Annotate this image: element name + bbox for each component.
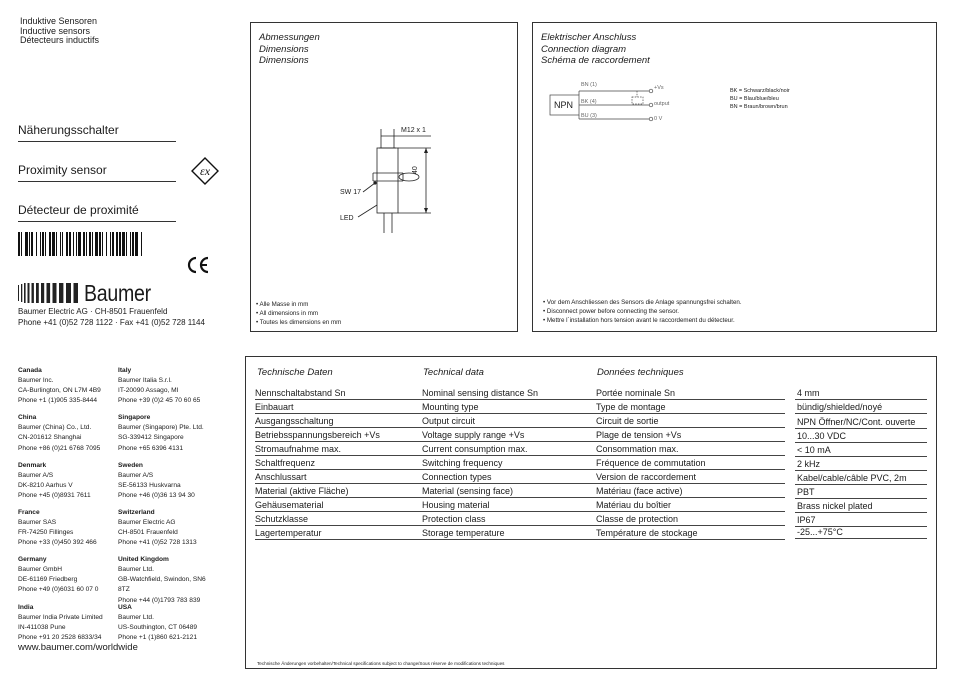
tech-header-en: Technical data: [423, 367, 484, 378]
title-rule: [18, 221, 176, 222]
spec-value: IP67: [797, 515, 816, 525]
header-line-en: Inductive sensors: [20, 25, 91, 36]
spec-label-fr: Matériau du boîtier: [596, 500, 672, 510]
table-row: [255, 456, 785, 470]
spec-label-en: Connection types: [422, 472, 492, 482]
spec-label-fr: Matériau (face active): [596, 486, 683, 496]
contact-line: Phone +41 (0)52 728 1313: [118, 539, 197, 547]
svg-text:εx: εx: [199, 164, 211, 178]
row-divider: [255, 539, 785, 540]
contact-usa: [118, 603, 218, 643]
value-divider: [795, 538, 927, 539]
header-categories: [20, 17, 99, 46]
spec-value: Brass nickel plated: [797, 501, 873, 511]
title-rule: [18, 141, 176, 142]
spec-label-fr: Circuit de sortie: [596, 416, 659, 426]
company-address: Baumer Electric AG · CH-8501 Frauenfeld: [18, 307, 168, 316]
table-row: [255, 498, 785, 512]
connection-heading-fr: Schéma de raccordement: [541, 55, 650, 66]
contact-country: France: [18, 508, 40, 516]
spec-value: 4 mm: [797, 388, 820, 398]
contact-line: SG-339412 Singapore: [118, 434, 184, 442]
contact-united-kingdom: [118, 555, 218, 605]
value-divider: [795, 512, 927, 513]
spec-value: NPN Öffner/NC/Cont. ouverte: [797, 417, 916, 427]
value-divider: [795, 484, 927, 485]
spec-value: 10...30 VDC: [797, 431, 847, 441]
value-divider: [795, 456, 927, 457]
contact-country: Singapore: [118, 414, 151, 422]
contact-germany: [18, 555, 118, 595]
contact-line: Baumer SAS: [18, 518, 57, 526]
connection-note: • Disconnect power before connecting the sensor.: [543, 308, 679, 315]
spec-label-fr: Version de raccordement: [596, 472, 697, 482]
spec-label-de: Material (aktive Fläche): [255, 486, 349, 496]
contact-country: United Kingdom: [118, 556, 169, 564]
spec-label-en: Material (sensing face): [422, 486, 514, 496]
spec-label-en: Nominal sensing distance Sn: [422, 388, 539, 398]
dimensions-note: • Alle Masse in mm: [256, 301, 309, 308]
legend-entry: BK = Schwarz/black/noir: [730, 88, 790, 94]
product-title-de: Näherungsschalter: [18, 123, 119, 137]
website-link[interactable]: www.baumer.com/worldwide: [18, 642, 138, 653]
value-divider: [795, 442, 927, 443]
contact-line: Phone +91 20 2528 6833/34: [18, 633, 102, 641]
contact-line: Phone +45 (0)8931 7611: [18, 491, 91, 499]
ce-mark-icon: [186, 256, 212, 274]
contact-line: US-Southington, CT 06489: [118, 623, 198, 631]
contact-line: Baumer India Private Limited: [18, 613, 103, 621]
wire-color-legend: [730, 87, 790, 111]
table-row: [255, 470, 785, 484]
spec-value: PBT: [797, 487, 815, 497]
value-divider: [795, 399, 927, 400]
connection-notes: [543, 298, 742, 325]
connection-note: • Mettre l´installation hors tension avant le raccordement du détecteur.: [543, 317, 735, 324]
contact-line: Baumer GmbH: [18, 566, 62, 574]
ex-explosion-protection-icon: [191, 157, 219, 185]
spec-label-de: Anschlussart: [255, 472, 307, 482]
contact-country: Italy: [118, 367, 132, 374]
connection-panel: [532, 22, 937, 332]
contact-line: GB-Watchfield, Swindon, SN6 8TZ: [118, 576, 206, 594]
table-row: [255, 414, 785, 428]
tech-header-fr: Données techniques: [597, 367, 684, 378]
contact-line: CN-201612 Shanghai: [18, 434, 82, 442]
dimensions-notes: [256, 300, 341, 327]
spec-label-de: Lagertemperatur: [255, 528, 322, 538]
spec-value: bündig/shielded/noyé: [797, 402, 883, 412]
contact-line: Baumer A/S: [118, 471, 154, 479]
dimensions-note: • All dimensions in mm: [256, 310, 318, 317]
tech-header-de: Technische Daten: [257, 367, 333, 378]
spec-label-fr: Classe de protection: [596, 514, 679, 524]
contact-country: Denmark: [18, 461, 47, 469]
contact-line: FR-74250 Fillinges: [18, 529, 74, 537]
dimension-thread-label: M12 x 1: [401, 127, 426, 134]
spec-label-de: Einbauart: [255, 402, 294, 412]
contact-country: China: [18, 414, 37, 422]
dimension-length-label: 40: [412, 166, 419, 174]
title-rule: [18, 181, 176, 182]
spec-label-en: Voltage supply range +Vs: [422, 430, 525, 440]
contact-line: Baumer A/S: [18, 471, 54, 479]
legend-entry: BN = Braun/brown/brun: [730, 104, 788, 110]
spec-label-en: Output circuit: [422, 416, 476, 426]
dimension-wrench-label: SW 17: [340, 189, 362, 196]
contact-line: Phone +49 (0)6031 60 07 0: [18, 586, 99, 594]
contact-line: IT-20090 Assago, MI: [118, 387, 179, 395]
product-title-en: Proximity sensor: [18, 163, 107, 177]
spec-value: 2 kHz: [797, 459, 821, 469]
spec-label-de: Betriebsspannungsbereich +Vs: [255, 430, 380, 440]
table-row: [255, 512, 785, 526]
wire-label-bk: BK (4): [581, 99, 597, 105]
contact-china: [18, 413, 118, 453]
contact-italy: [118, 366, 218, 406]
spec-label-de: Schaltfrequenz: [255, 458, 316, 468]
connection-note: • Vor dem Anschliessen des Sensors die Anlage spannungsfrei schalten.: [543, 299, 742, 306]
spec-label-en: Protection class: [422, 514, 486, 524]
connection-heading-en: Connection diagram: [541, 43, 627, 55]
wire-label-bn: BN (1): [581, 82, 597, 88]
spec-label-en: Storage temperature: [422, 528, 505, 538]
contact-singapore: [118, 413, 218, 453]
barcode-icon: [18, 232, 143, 256]
spec-label-en: Housing material: [422, 500, 490, 510]
table-row: [255, 526, 785, 540]
table-row: [255, 442, 785, 456]
spec-label-de: Nennschaltabstand Sn: [255, 388, 346, 398]
contact-line: CA-Burlington, ON L7M 4B9: [18, 387, 101, 395]
spec-label-fr: Température de stockage: [596, 528, 698, 538]
contact-line: SE-56133 Huskvarna: [118, 481, 181, 489]
contact-line: Baumer Inc.: [18, 377, 54, 385]
spec-label-fr: Portée nominale Sn: [596, 388, 676, 398]
dimensions-heading-de: Abmessungen: [259, 32, 320, 43]
contact-line: CH-8501 Frauenfeld: [118, 529, 178, 537]
spec-value: Kabel/cable/câble PVC, 2m: [797, 473, 907, 483]
barcode-bar: [142, 232, 143, 256]
contact-line: IN-411038 Pune: [18, 623, 66, 631]
product-title-fr: Détecteur de proximité: [18, 203, 139, 217]
spec-label-de: Gehäusematerial: [255, 500, 324, 510]
contact-switzerland: [118, 508, 218, 548]
spec-label-de: Ausgangsschaltung: [255, 416, 334, 426]
value-divider: [795, 413, 927, 414]
connection-heading-de: Elektrischer Anschluss: [541, 32, 637, 43]
spec-label-en: Switching frequency: [422, 458, 503, 468]
dimensions-heading-fr: Dimensions: [259, 55, 309, 66]
table-row: [255, 428, 785, 442]
contact-country: USA: [118, 603, 132, 611]
contact-country: India: [18, 603, 34, 611]
contact-country: Canada: [18, 367, 42, 374]
dimension-led-label: LED: [340, 215, 354, 222]
contact-line: Phone +65 6396 4131: [118, 444, 184, 452]
value-divider: [795, 428, 927, 429]
contact-line: Phone +86 (0)21 6768 7095: [18, 444, 101, 452]
wire-label-bu: BU (3): [581, 113, 597, 119]
terminal-label-vs: +Vs: [654, 85, 664, 91]
contact-france: [18, 508, 118, 548]
value-divider: [795, 498, 927, 499]
spec-label-fr: Type de montage: [596, 402, 666, 412]
spec-label-en: Current consumption max.: [422, 444, 528, 454]
contact-denmark: [18, 461, 118, 501]
contact-country: Switzerland: [118, 508, 155, 516]
contact-line: Phone +44 (0)1793 783 839: [118, 596, 201, 604]
contact-line: Phone +1 (1)860 621-2121: [118, 633, 198, 641]
dimensions-heading-en: Dimensions: [259, 43, 309, 55]
header-line-de: Induktive Sensoren: [20, 16, 98, 26]
contact-country: Sweden: [118, 461, 143, 469]
contact-line: Baumer Italia S.r.l.: [118, 377, 172, 385]
table-row: [255, 386, 785, 400]
table-row: [255, 484, 785, 498]
spec-label-fr: Fréquence de commutation: [596, 458, 706, 468]
company-phone: Phone +41 (0)52 728 1122 · Fax +41 (0)52 728 1144: [18, 318, 205, 327]
contact-line: DE-61169 Friedberg: [18, 576, 78, 584]
contact-line: Baumer Electric AG: [118, 518, 176, 526]
baumer-logo-mark: [18, 283, 78, 303]
contact-line: DK-8210 Aarhus V: [18, 481, 73, 489]
contact-line: Baumer Ltd.: [118, 566, 154, 574]
contact-line: Phone +46 (0)36 13 94 30: [118, 491, 195, 499]
contact-line: Phone +33 (0)450 392 466: [18, 539, 97, 547]
connection-wiring-diagram: [533, 23, 938, 333]
sensor-dimension-drawing: [251, 23, 519, 333]
spec-label-fr: Consommation max.: [596, 444, 679, 454]
legend-entry: BU = Blau/blue/bleu: [730, 96, 779, 102]
contact-country: Germany: [18, 556, 47, 564]
spec-value: < 10 mA: [797, 445, 831, 455]
dimensions-panel: [250, 22, 518, 332]
spec-value: -25...+75°C: [797, 527, 843, 537]
contact-line: Phone +39 (0)2 45 70 60 65: [118, 397, 201, 405]
header-line-fr: Détecteurs inductifs: [20, 35, 100, 45]
contact-canada: [18, 366, 118, 406]
terminal-label-output: output: [654, 101, 670, 107]
contact-line: Baumer (Singapore) Pte. Ltd.: [118, 424, 204, 432]
terminal-label-0v: 0 V: [654, 116, 663, 122]
spec-label-de: Stromaufnahme max.: [255, 444, 342, 454]
spec-label-en: Mounting type: [422, 402, 479, 412]
contact-sweden: [118, 461, 218, 501]
dimensions-note: • Toutes les dimensions en mm: [256, 319, 342, 326]
contact-line: Baumer Ltd.: [118, 613, 154, 621]
value-divider: [795, 470, 927, 471]
table-row: [255, 400, 785, 414]
contact-india: [18, 603, 118, 643]
spec-label-fr: Plage de tension +Vs: [596, 430, 682, 440]
tech-footer-note: Technische Änderungen vorbehalten/Technical specifications subject to change/Sous réserve de modifications techniques: [257, 661, 505, 666]
npn-type-label: NPN: [554, 100, 574, 110]
spec-label-de: Schutzklasse: [255, 514, 309, 524]
contact-line: Phone +1 (1)905 335-8444: [18, 397, 98, 405]
contact-line: Baumer (China) Co., Ltd.: [18, 424, 92, 432]
baumer-logo-text: Baumer: [84, 280, 151, 306]
